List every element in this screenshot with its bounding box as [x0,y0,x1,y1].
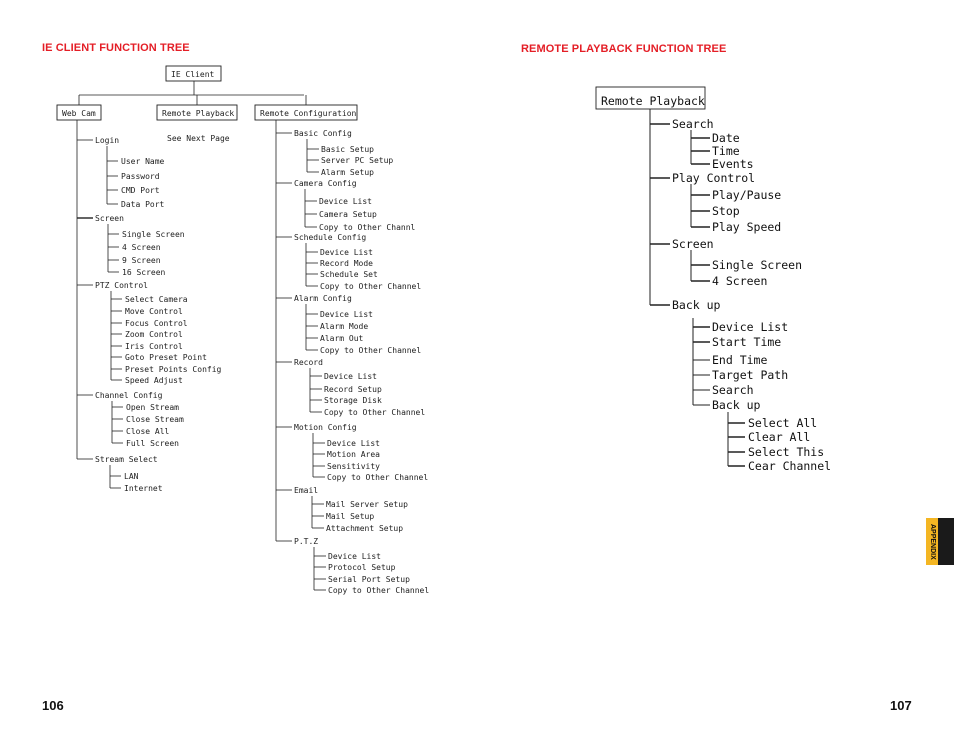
playback-group-search: Search [672,117,714,131]
item-data-port: Data Port [121,200,165,209]
appendix-tab-label: APPENDIX [929,523,936,560]
config-item-device-list: Device List [327,439,380,448]
branch-web-cam: Web Cam [62,109,96,118]
item-internet: Internet [124,484,163,493]
right-page-number: 107 [890,698,912,713]
backup-item-search-4: Search [712,383,754,397]
appendix-tab-marker [926,518,938,565]
left-page-number: 106 [42,698,64,713]
item-close-all: Close All [126,427,170,436]
config-group-alarm-config: Alarm Config [294,294,352,303]
item-password: Password [121,172,160,181]
item-speed-adjust: Speed Adjust [125,376,183,385]
backup-sub-select-all: Select All [748,416,818,430]
playback-item-events: Events [712,157,754,171]
backup-item-back-up-5: Back up [712,398,761,412]
item-zoom-control: Zoom Control [125,330,183,339]
config-group-motion-config: Motion Config [294,423,357,432]
config-item-schedule-set: Schedule Set [320,270,378,279]
item-close-stream: Close Stream [126,415,184,424]
root-node: IE Client [171,70,215,79]
config-item-alarm-out: Alarm Out [320,334,364,343]
config-item-alarm-setup: Alarm Setup [321,168,374,177]
item-cmd-port: CMD Port [121,186,160,195]
config-item-copy-to-other-channl: Copy to Other Channl [319,223,416,232]
config-item-copy-to-other-channel: Copy to Other Channel [324,408,426,417]
config-item-record-mode: Record Mode [320,259,373,268]
config-item-sensitivity: Sensitivity [327,462,380,471]
playback-item-4-screen: 4 Screen [712,274,768,288]
config-item-camera-setup: Camera Setup [319,210,377,219]
config-group-p-t-z: P.T.Z [294,537,319,546]
group-screen: Screen [95,214,124,223]
config-item-storage-disk: Storage Disk [324,396,382,405]
item-lan: LAN [124,472,139,481]
backup-sub-clear-all: Clear All [748,430,811,444]
backup-item-start-time-1: Start Time [712,335,782,349]
item-iris-control: Iris Control [125,342,183,351]
config-item-copy-to-other-channel: Copy to Other Channel [328,586,430,595]
branch-remote-playback: Remote Playback [162,109,235,118]
playback-root-node: Remote Playback [601,94,705,108]
config-item-record-setup: Record Setup [324,385,382,394]
config-item-mail-setup: Mail Setup [326,512,375,521]
item-4-screen: 4 Screen [122,243,161,252]
config-item-copy-to-other-channel: Copy to Other Channel [327,473,429,482]
item-goto-preset-point: Goto Preset Point [125,353,207,362]
item-preset-points-config: Preset Points Config [125,365,222,374]
config-group-camera-config: Camera Config [294,179,357,188]
see-next-page-note: See Next Page [167,134,230,143]
config-item-protocol-setup: Protocol Setup [328,563,396,572]
group-channel-config: Channel Config [95,391,163,400]
config-item-server-pc-setup: Server PC Setup [321,156,394,165]
right-page-heading: REMOTE PLAYBACK FUNCTION TREE [521,43,727,55]
playback-item-single-screen: Single Screen [712,258,803,272]
group-ptz-control: PTZ Control [95,281,148,290]
item-open-stream: Open Stream [126,403,179,412]
config-item-device-list: Device List [328,552,381,561]
config-group-email: Email [294,486,319,495]
playback-item-play-speed: Play Speed [712,220,782,234]
config-item-device-list: Device List [320,248,373,257]
config-item-copy-to-other-channel: Copy to Other Channel [320,282,422,291]
appendix-side-tab [926,518,954,565]
playback-item-stop: Stop [712,204,740,218]
left-page-heading: IE CLIENT FUNCTION TREE [42,42,190,54]
backup-sub-cear-channel: Cear Channel [748,459,832,473]
config-item-copy-to-other-channel: Copy to Other Channel [320,346,422,355]
config-item-attachment-setup: Attachment Setup [326,524,404,533]
item-single-screen: Single Screen [122,230,185,239]
playback-group-play-control: Play Control [672,171,756,185]
config-item-serial-port-setup: Serial Port Setup [328,575,410,584]
group-stream-select: Stream Select [95,455,158,464]
item-16-screen: 16 Screen [122,268,166,277]
item-select-camera: Select Camera [125,295,188,304]
item-9-screen: 9 Screen [122,256,161,265]
group-login: Login [95,136,120,145]
playback-group-back-up: Back up [672,298,721,312]
backup-item-end-time-2: End Time [712,353,768,367]
item-user-name: User Name [121,157,165,166]
backup-item-device-list-0: Device List [712,320,789,334]
config-group-record: Record [294,358,323,367]
config-group-basic-config: Basic Config [294,129,352,138]
playback-item-time: Time [712,144,740,158]
config-item-device-list: Device List [320,310,373,319]
item-full-screen: Full Screen [126,439,179,448]
config-item-device-list: Device List [324,372,377,381]
config-item-mail-server-setup: Mail Server Setup [326,500,408,509]
playback-group-screen: Screen [672,237,714,251]
config-item-motion-area: Motion Area [327,450,380,459]
branch-remote-configuration: Remote Configuration [260,109,357,118]
config-item-basic-setup: Basic Setup [321,145,374,154]
config-item-device-list: Device List [319,197,372,206]
playback-item-date: Date [712,131,740,145]
config-item-alarm-mode: Alarm Mode [320,322,369,331]
playback-item-play-pause: Play/Pause [712,188,782,202]
item-move-control: Move Control [125,307,183,316]
config-group-schedule-config: Schedule Config [294,233,367,242]
item-focus-control: Focus Control [125,319,188,328]
backup-sub-select-this: Select This [748,445,825,459]
backup-item-target-path-3: Target Path [712,368,789,382]
